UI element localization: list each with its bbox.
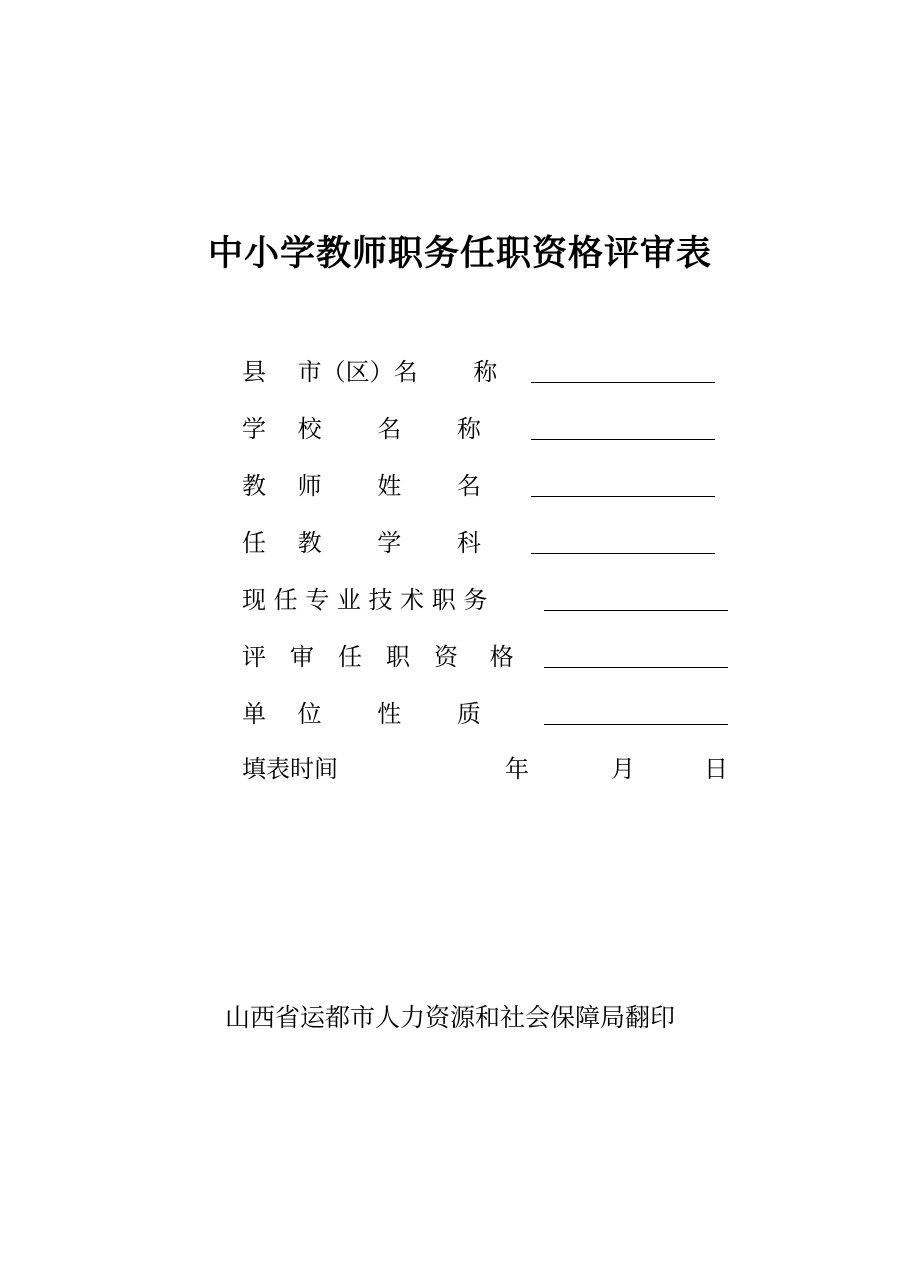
field-row-teacher-name xyxy=(242,470,722,502)
field-input-subject[interactable] xyxy=(531,553,715,554)
date-month-label: 月 xyxy=(611,755,635,783)
field-input-teacher-name[interactable] xyxy=(531,496,715,497)
date-day-label: 日 xyxy=(704,755,728,783)
field-label-school: 学 校 名 称 xyxy=(242,415,481,443)
field-row-unit-nature xyxy=(242,698,732,730)
field-label-teacher-name: 教 师 姓 名 xyxy=(242,472,481,500)
field-row-fill-date xyxy=(242,753,732,785)
field-input-school[interactable] xyxy=(531,439,715,440)
field-input-current-position[interactable] xyxy=(544,610,728,611)
field-row-school xyxy=(242,413,722,445)
field-label-fill-date: 填表时间 xyxy=(242,755,338,783)
field-row-county xyxy=(242,356,722,388)
field-label-unit-nature: 单 位 性 质 xyxy=(242,700,481,728)
field-label-qualification: 评 审 任 职 资 格 xyxy=(242,643,514,671)
field-label-current-position: 现 任 专 业 技 术 职 务 xyxy=(242,586,488,614)
field-input-county[interactable] xyxy=(531,382,715,383)
field-label-county: 县 市（区）名 称 xyxy=(242,358,498,386)
page-title: 中小学教师职务任职资格评审表 xyxy=(207,233,712,274)
footer-publisher: 山西省运都市人力资源和社会保障局翻印 xyxy=(225,1003,676,1032)
field-row-qualification xyxy=(242,641,732,673)
field-row-current-position xyxy=(242,584,732,616)
field-input-qualification[interactable] xyxy=(544,667,728,668)
field-row-subject xyxy=(242,527,722,559)
field-label-subject: 任 教 学 科 xyxy=(242,529,481,557)
date-year-label: 年 xyxy=(505,755,529,783)
field-input-unit-nature[interactable] xyxy=(544,724,728,725)
